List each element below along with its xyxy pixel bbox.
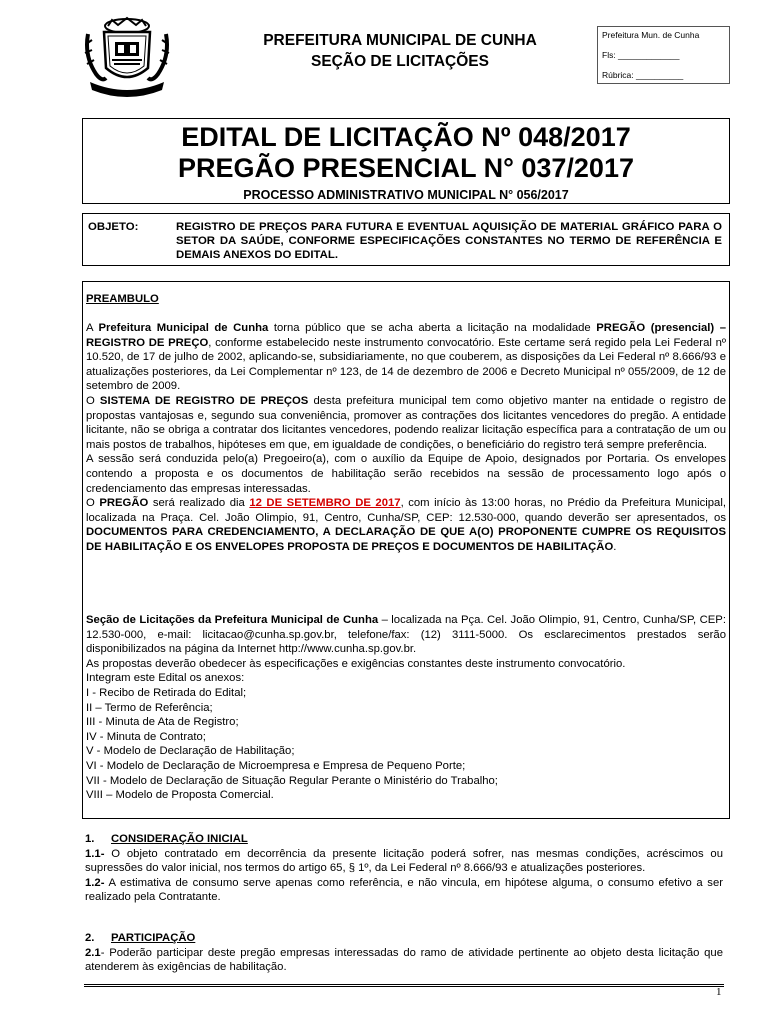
session-date-highlight: 12 DE SETEMBRO DE 2017 [249, 497, 401, 510]
page-stamp-box [597, 26, 730, 84]
stamp-line-prefeitura: Prefeitura Mun. de Cunha [602, 30, 700, 40]
section-participacao [85, 931, 723, 975]
item-2-1: 2.1- Poderão participar deste pregão empresas interessadas do ramo de atividade pertinente ao objeto desta licitação que atenderem às exigências de habilitação. [85, 946, 723, 974]
preambulo-box [82, 281, 730, 819]
annex-item: VIII – Modelo de Proposta Comercial. [86, 789, 274, 802]
preambulo-paragraph-4: O PREGÃO será realizado dia 12 DE SETEMBRO DE 2017, com início às 13:00 horas, no Prédio da Prefeitura Municipal, localizada na Praça. Cel. João Olimpio, 91, Centro, Cunha/SP, CEP: 12.530-000, quando deverão ser apresentados, os DOCUMENTOS PARA CREDENCIAMENTO, A DECLARAÇÃO DE QUE A(O) PROPONENTE CUMPRE OS REQUISITOS DE HABILITAÇÃO E OS ENVELOPES PROPOSTA DE PREÇOS E DOCUMENTOS DE HABILITAÇÃO. [86, 497, 726, 553]
annex-item: VI - Modelo de Declaração de Microempresa e Empresa de Pequeno Porte; [86, 759, 466, 772]
section-2-title: PARTICIPAÇÃO [111, 932, 196, 944]
preambulo-paragraph-1: A Prefeitura Municipal de Cunha torna público que se acha aberta a licitação na modalidade PREGÃO (presencial) – REGISTRO DE PREÇO, conforme estabelecido neste instrumento convocatório. Este certame será regido pela Lei Federal nº 10.520, de 17 de julho de 2002, aplicando-se, subsidiariamente, no que couberem, as disposições da Lei Federal nº 8.666/93 e atualizações posteriores, da Lei Complementar nº 123, de 14 de dezembro de 2006 e Decreto Municipal nº 055/2009, de 12 de setembro de 2009. [86, 322, 727, 393]
header-title-line1: PREFEITURA MUNICIPAL DE CUNHA [263, 32, 537, 49]
annex-item: VII - Modelo de Declaração de Situação Regular Perante o Ministério do Trabalho; [86, 774, 498, 787]
page-number: 1 [716, 986, 722, 998]
stamp-line-fls: Fls: _____________ [602, 50, 680, 60]
processo-number: PROCESSO ADMINISTRATIVO MUNICIPAL N° 056/2017 [243, 188, 569, 202]
annex-item: V - Modelo de Declaração de Habilitação; [86, 745, 295, 758]
municipal-coat-of-arms-logo [82, 16, 172, 98]
preambulo-paragraph-2: O SISTEMA DE REGISTRO DE PREÇOS desta prefeitura municipal tem como objetivo manter na entidade o registro de propostas vantajosas e, segundo sua conveniência, promover as contrações dos licitantes vencedores do pregão. A entidade licitante, não se obriga a contratar dos licitantes vencedores, podendo realizar licitação específica para a contratação de um ou mais postos de trabalhos, hipóteses em que, em igualdade de condições, o beneficiário do registro terá sempre preferência. [86, 394, 726, 451]
annex-item: II – Termo de Referência; [86, 701, 213, 714]
preambulo-paragraph-6: As propostas deverão obedecer às especificações e exigências constantes deste instrumento convocatório. [86, 657, 626, 670]
annex-item: I - Recibo de Retirada do Edital; [86, 686, 247, 699]
item-1-1: 1.1- O objeto contratado em decorrência da presente licitação poderá sofrer, nas mesmas condições, acréscimos ou supressões do valor inicial, nos termos do artigo 65, § 1º, da Lei Federal nº 8.666/93 e atualizações posteriores. [85, 847, 723, 875]
objeto-text: REGISTRO DE PREÇOS PARA FUTURA E EVENTUAL AQUISIÇÃO DE MATERIAL GRÁFICO PARA O SETOR DA SAÚDE, CONFORME ESPECIFICAÇÕES CONSTANTES NO TERMO DE REFERÊNCIA E DEMAIS ANEXOS DO EDITAL. [176, 221, 722, 261]
section-1-title: CONSIDERAÇÃO INICIAL [111, 833, 248, 845]
preambulo-paragraph-3: A sessão será conduzida pelo(a) Pregoeiro(a), com o auxílio da Equipe de Apoio, designados por Portaria. Os envelopes contendo a proposta e os documentos de habilitação serão recebidos na sessão de processamento logo após o credenciamento das empresas interessadas. [86, 453, 726, 495]
annex-intro: Integram este Edital os anexos: [86, 672, 245, 685]
footer-divider [84, 984, 724, 987]
edital-title-box [82, 118, 730, 204]
annex-item: III - Minuta de Ata de Registro; [86, 716, 239, 729]
preambulo-paragraph-5: Seção de Licitações da Prefeitura Municipal de Cunha – localizada na Pça. Cel. João Olimpio, 91, Centro, Cunha/SP, CEP: 12.530-000, e-mail: licitacao@cunha.sp.gov.br, telefone/fax: (12) 3111-5000. Os esclarecimentos prestados serão disponibilizados na página da Internet http://www.cunha.sp.gov.br. [86, 614, 726, 656]
item-1-2: 1.2- A estimativa de consumo serve apenas como referência, e não vincula, em hipótese alguma, o consumo efetivo a ser realizado pela Contratante. [85, 876, 723, 904]
header-title-line2: SEÇÃO DE LICITAÇÕES [311, 53, 489, 70]
edital-number: EDITAL DE LICITAÇÃO Nº 048/2017 [181, 122, 631, 152]
section-2-number: 2. [85, 932, 95, 944]
pregao-number: PREGÃO PRESENCIAL N° 037/2017 [178, 153, 634, 183]
objeto-label: OBJETO: [88, 221, 139, 233]
objeto-box [82, 213, 730, 266]
section-1-number: 1. [85, 833, 95, 845]
section-consideracao-inicial [85, 832, 723, 905]
stamp-line-rubrica: Rúbrica: __________ [602, 70, 684, 80]
preambulo-heading: PREAMBULO [86, 293, 159, 305]
annex-item: IV - Minuta de Contrato; [86, 730, 206, 743]
